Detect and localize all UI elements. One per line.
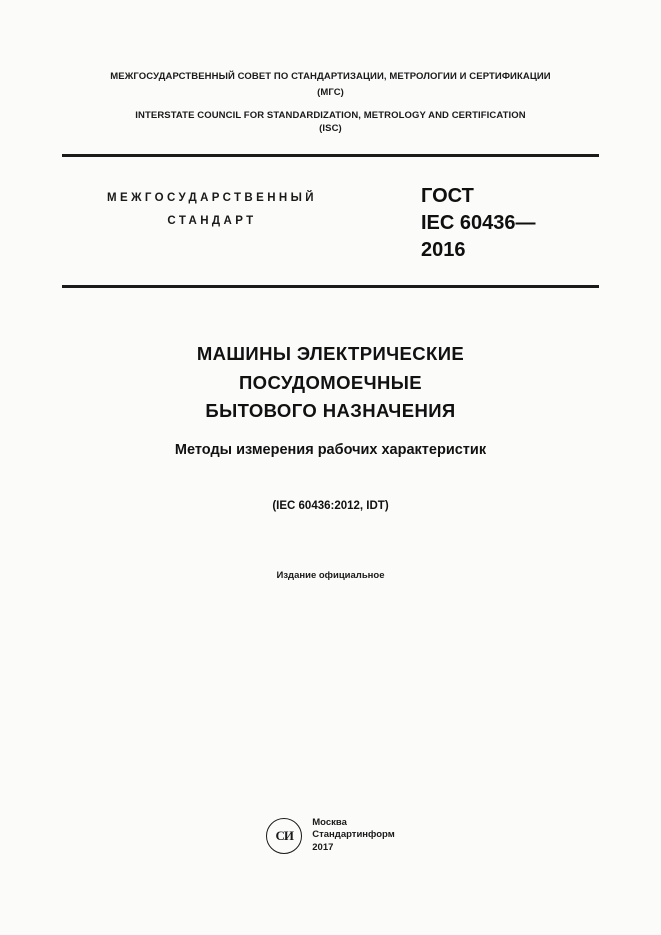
cover-content (62, 70, 599, 581)
publisher-city: Москва (312, 816, 347, 828)
publisher-inner (266, 817, 394, 855)
divider-top (62, 154, 599, 157)
publisher-year: 2017 (312, 842, 334, 854)
page-title-line2: ПОСУДОМОЕЧНЫЕ (238, 371, 423, 393)
page-title (62, 340, 599, 426)
publisher-block (0, 817, 661, 855)
standartinform-logo-icon (266, 818, 302, 854)
standard-number-line1: ГОСТ (421, 185, 474, 208)
standard-identification (62, 183, 599, 269)
document-type (62, 183, 362, 233)
council-abbr-en: (ISC) (319, 123, 342, 135)
issuing-council (62, 70, 599, 136)
logo-monogram: СИ (275, 827, 294, 843)
council-name-ru: МЕЖГОСУДАРСТВЕННЫЙ СОВЕТ ПО СТАНДАРТИЗАЦИИ, МЕТРОЛОГИИ И СЕРТИФИКАЦИИ (110, 71, 551, 82)
standard-number-line2: IEC 60436— (421, 212, 536, 235)
official-edition-note: Издание официальное (276, 570, 385, 582)
document-type-line1: МЕЖГОСУДАРСТВЕННЫЙ (107, 192, 317, 205)
document-type-line2: СТАНДАРТ (167, 215, 257, 228)
publisher-imprint (312, 817, 394, 855)
page-title-line1: МАШИНЫ ЭЛЕКТРИЧЕСКИЕ (196, 343, 465, 365)
council-name-en: INTERSTATE COUNCIL FOR STANDARDIZATION, METROLOGY AND CERTIFICATION (135, 109, 526, 121)
divider-bottom (62, 285, 599, 288)
page-subtitle: Методы измерения рабочих характеристик (174, 442, 487, 459)
standard-number-line3: 2016 (421, 239, 466, 262)
page-title-line3: БЫТОВОГО НАЗНАЧЕНИЯ (205, 400, 456, 422)
standard-number (399, 183, 599, 264)
equivalence-note: (IEC 60436:2012, IDT) (272, 500, 389, 513)
council-abbr-ru: (МГС) (317, 86, 344, 98)
publisher-name: Стандартинформ (312, 829, 395, 841)
